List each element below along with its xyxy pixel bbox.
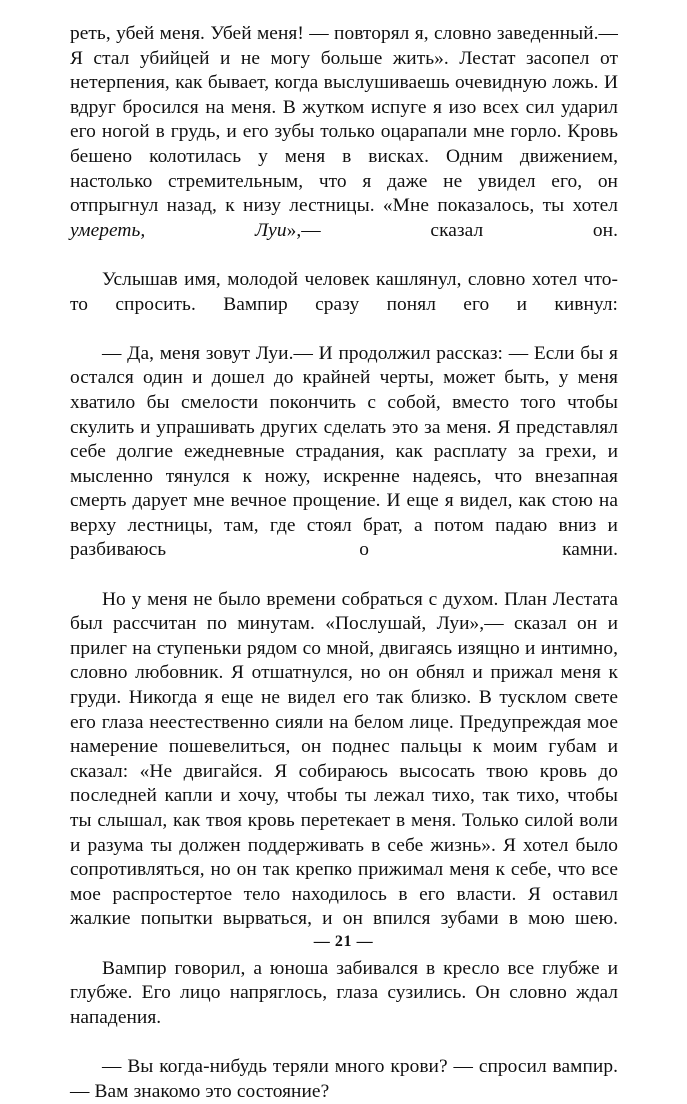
page-number: — 21 — [313,933,374,950]
paragraph [70,957,618,1055]
text-run: Вампир говорил, а юноша забивался в кресло все глубже и глубже. Его лицо напряглось, глаза сузились. Он словно ждал нападения. [70,957,618,1028]
paragraph [70,1055,618,1104]
text-run: Но у меня не было времени собраться с духом. План Лестата был рассчитан по минутам. «Послушай, Луи»,— сказал он и прилег на ступеньки рядом со мной, двигаясь изящно и интимно, словно любовник. Я отшатнулся, но он обнял и прижал меня к груди. Никогда я еще не видел его так близко. В тусклом свете его глаза неестественно сияли на белом лице. Предупреждая мое намерение пошевелиться, он поднес пальцы к моим губам и сказал: «Не двигайся. Я собираюсь высосать твою кровь до последней капли и хочу, чтобы ты лежал тихо, так тихо, чтобы ты слышал, как твоя кровь перетекает в меня. Только силой воли и разума ты должен поддерживать в себе жизнь». Я хотел было сопротивляться, но он так крепко прижимал меня к себе, что все мое распростертое тело находилось в его власти. Я оставил жалкие попытки вырваться, и он впился зубами в мою шею. [70,588,618,930]
text-run: реть, убей меня. Убей меня! — повторял я, словно заведенный.— Я стал убийцей и не могу больше жить». Лестат засопел от нетерпения, как бывает, когда выслушиваешь очевидную ложь. И вдруг бросился на меня. В жутком испуге я изо всех сил ударил его ногой в грудь, и его зубы только оцарапали мне горло. Кровь бешено колотилась у меня в висках. Одним движением, настолько стремительным, что я даже не увидел его, он отпрыгнул назад, к низу лестницы. «Мне показалось, ты хотел [70,23,618,217]
text-run: — Вы когда-нибудь теряли много крови? — спросил вампир.— Вам знакомо это состояние? [70,1055,618,1102]
text-run-italic: умереть, Луи [70,219,287,241]
text-run: Услышав имя, молодой человек кашлянул, словно хотел что-то спросить. Вампир сразу понял его и кивнул: [70,268,618,315]
paragraph [70,342,618,588]
paragraph [70,268,618,342]
text-run: »,— сказал он. [286,219,618,241]
text-run: — Да, меня зовут Луи.— И продолжил рассказ: — Если бы я остался один и дошел до крайней черты, может быть, у меня хватило бы смелости покончить с собой, вместо того чтобы скулить и упрашивать других сделать это за меня. Я представлял себе долгие ежедневные страдания, как расплату за грехи, и мысленно тянулся к ножу, искренне надеясь, что внезапная смерть дарует мне вечное прощение. И еще я видел, как стою на верху лестницы, там, где стоял брат, а потом падаю вниз и разбиваюсь о камни. [70,342,618,561]
paragraph [70,22,618,268]
paragraph [70,588,618,957]
